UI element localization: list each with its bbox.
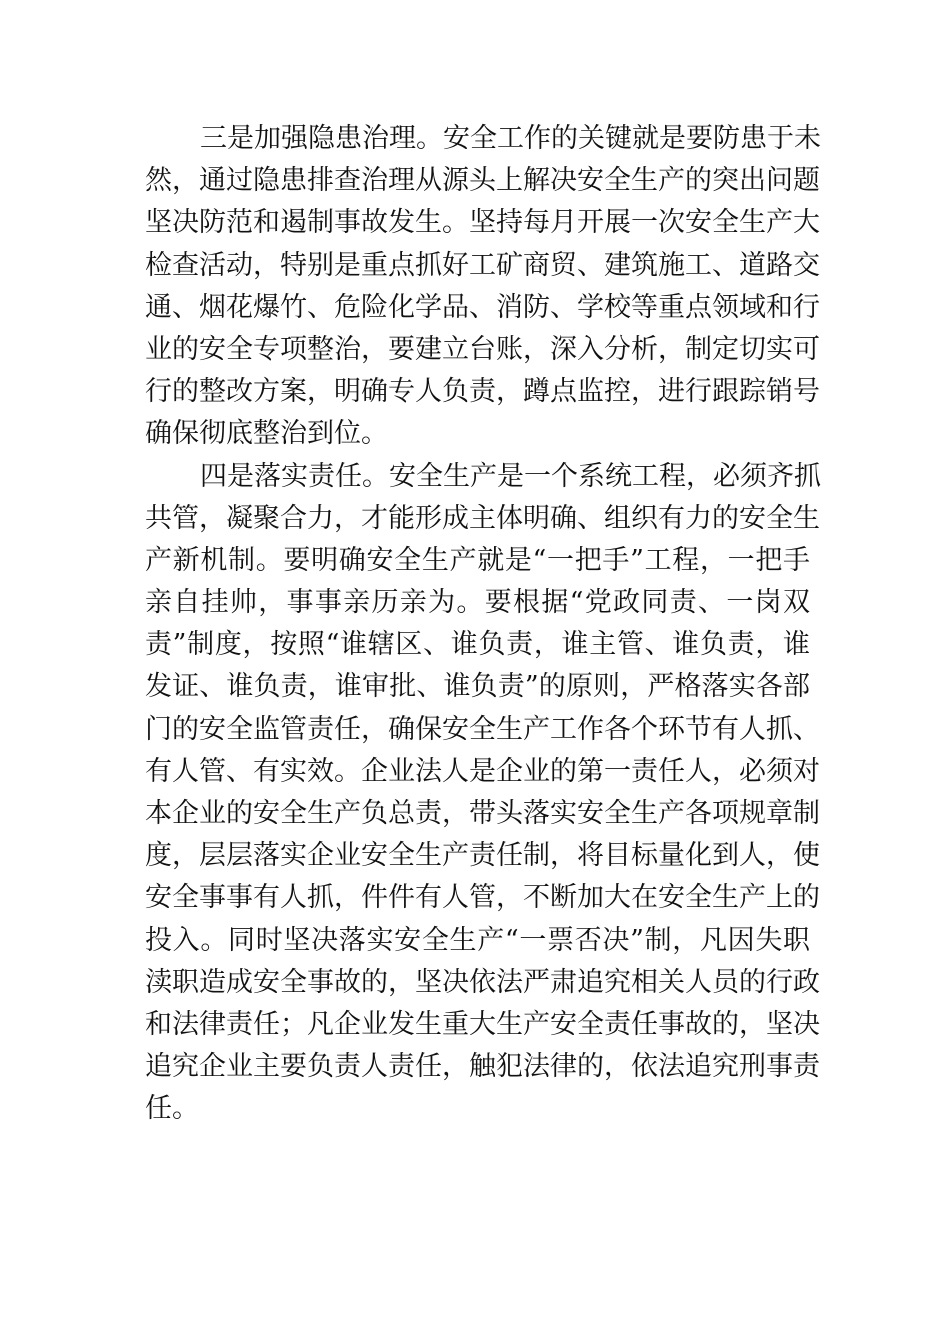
paragraph-line: 追究企业主要负责人责任，触犯法律的，依法追究刑事责 — [145, 1051, 820, 1083]
paragraph-line: 和法律责任；凡企业发生重大生产安全责任事故的，坚决 — [145, 1008, 820, 1040]
paragraph-hidden-danger-governance — [145, 118, 821, 456]
paragraph-line: 责”制度，按照“谁辖区、谁负责，谁主管、谁负责，谁 — [145, 629, 810, 661]
paragraph-line: 亲自挂帅，事事亲历亲为。要根据“党政同责、一岗双 — [145, 587, 810, 619]
document-body — [145, 118, 821, 1131]
paragraph-implement-responsibility — [145, 456, 821, 1131]
paragraph-line: 门的安全监管责任，确保安全生产工作各个环节有人抓、 — [145, 713, 820, 745]
paragraph-line: 任。 — [145, 1093, 199, 1125]
paragraph-line: 确保彻底整治到位。 — [145, 418, 388, 450]
paragraph-line: 检查活动，特别是重点抓好工矿商贸、建筑施工、道路交 — [145, 249, 820, 281]
paragraph-line: 坚决防范和遏制事故发生。坚持每月开展一次安全生产大 — [145, 207, 820, 239]
paragraph-line: 有人管、有实效。企业法人是企业的第一责任人，必须对 — [145, 755, 820, 787]
paragraph-line: 度，层层落实企业安全生产责任制，将目标量化到人，使 — [145, 840, 820, 872]
paragraph-line: 业的安全专项整治，要建立台账，深入分析，制定切实可 — [145, 333, 820, 365]
paragraph-line: 三是加强隐患治理。安全工作的关键就是要防患于未 — [200, 123, 821, 154]
paragraph-line: 通、烟花爆竹、危险化学品、消防、学校等重点领域和行 — [145, 291, 820, 323]
paragraph-line: 本企业的安全生产负总责，带头落实安全生产各项规章制 — [145, 798, 820, 829]
paragraph-line: 共管，凝聚合力，才能形成主体明确、组织有力的安全生 — [145, 502, 820, 534]
paragraph-line: 发证、谁负责，谁审批、谁负责”的原则，严格落实各部 — [145, 671, 810, 703]
paragraph-line: 行的整改方案，明确专人负责，蹲点监控，进行跟踪销号 — [145, 376, 820, 408]
paragraph-line: 产新机制。要明确安全生产就是“一把手”工程，一把手 — [145, 544, 810, 576]
paragraph-line: 渎职造成安全事故的，坚决依法严肃追究相关人员的行政 — [145, 966, 820, 998]
paragraph-line: 投入。同时坚决落实安全生产“一票否决”制，凡因失职 — [145, 924, 810, 956]
paragraph-line: 四是落实责任。安全生产是一个系统工程，必须齐抓 — [200, 460, 821, 492]
paragraph-line: 安全事事有人抓，件件有人管，不断加大在安全生产上的 — [145, 882, 820, 914]
paragraph-line: 然，通过隐患排查治理从源头上解决安全生产的突出问题 — [145, 165, 820, 197]
